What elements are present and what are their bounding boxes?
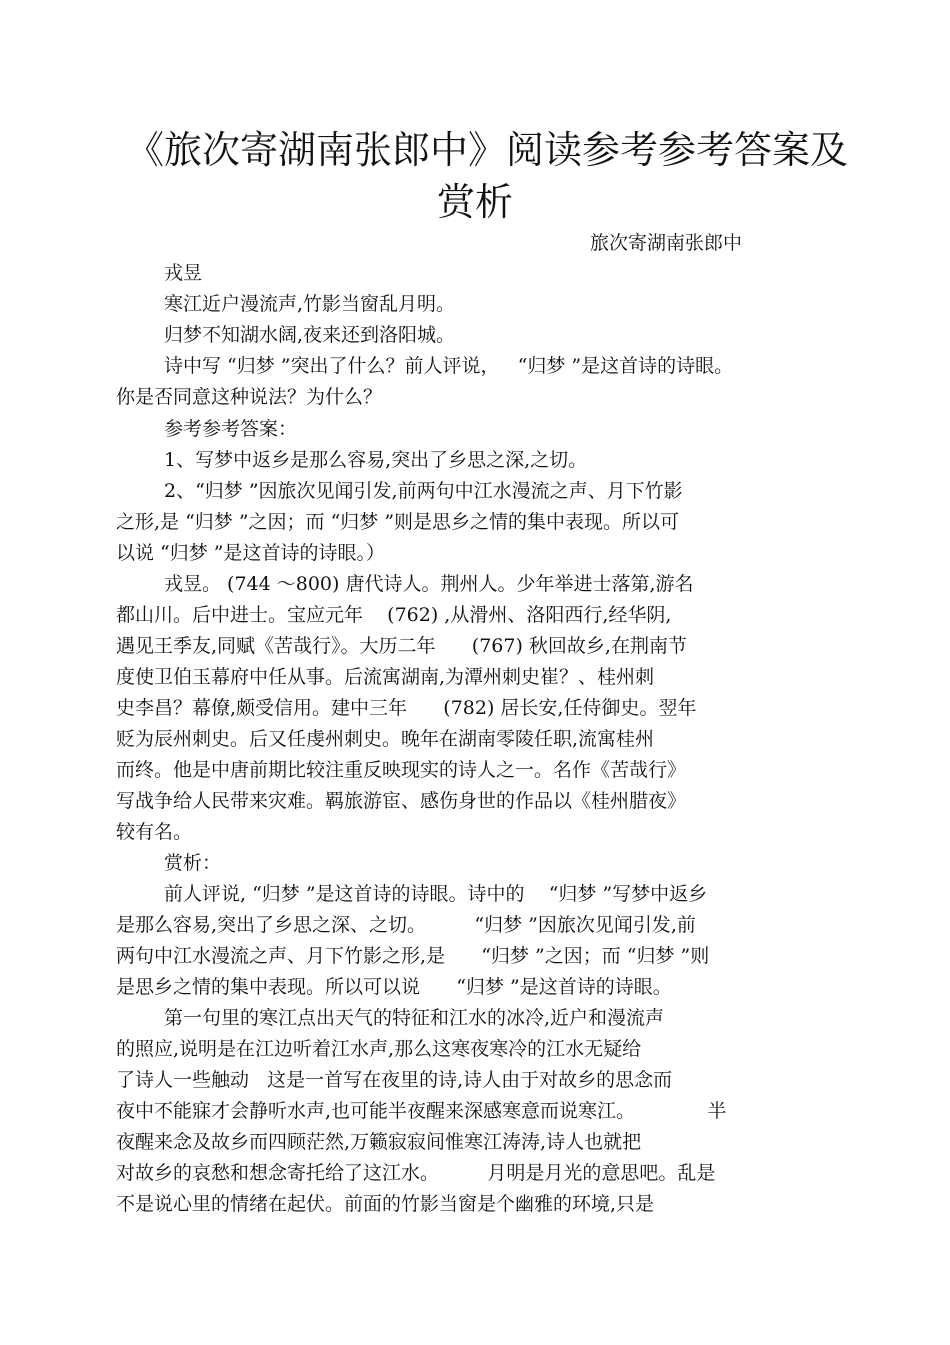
bio-line: 写战争给人民带来灾难。羁旅游宦、感伤身世的作品以《桂州腊夜》 [116, 790, 687, 812]
appreciation-line: 是思乡之情的集中表现。所以可以说 “归梦 ”是这首诗的诗眼。 [116, 976, 672, 998]
bio-line: 贬为辰州刺史。后又任虔州刺史。晚年在湖南零陵任职,流寓桂州 [116, 728, 655, 750]
poet-name: 戎昱 [164, 262, 203, 284]
appreciation-line: 夜醒来念及故乡而四顾茫然,万籁寂寂间惟寒江涛涛,诗人也就把 [116, 1131, 642, 1153]
bio-line: 而终。他是中唐前期比较注重反映现实的诗人之一。名作《苦哉行》 [116, 759, 687, 781]
answer-heading: 参考参考答案： [164, 418, 298, 440]
answer-line: 以说 “归梦 ”是这首诗的诗眼。） [116, 542, 386, 564]
appreciation-line: 前人评说, “归梦 ”是这首诗的诗眼。诗中的 “归梦 ”写梦中返乡 [164, 883, 708, 905]
poem-line: 寒江近户漫流声,竹影当窗乱月明。 [164, 293, 456, 315]
bio-line: 戎昱。 (744 ～800) 唐代诗人。荆州人。少年举进士落第,游名 [164, 573, 694, 595]
poem-title: 旅次寄湖南张郎中 [590, 232, 743, 254]
bio-line: 遇见王季友,同赋《苦哉行》。大历二年 (767) 秋回故乡,在荆南节 [116, 635, 687, 657]
bio-line: 史李昌？幕僚,颇受信用。建中三年 (782) 居长安,任侍御史。翌年 [116, 697, 697, 719]
question-line: 诗中写 “归梦 ”突出了什么？前人评说， “归梦 ”是这首诗的诗眼。 [164, 355, 734, 377]
poem-line: 归梦不知湖水阔,夜来还到洛阳城。 [164, 324, 456, 346]
appreciation-line: 是那么容易,突出了乡思之深、之切。 “归梦 ”因旅次见闻引发,前 [116, 914, 696, 936]
appreciation-line: 了诗人一些触动 这是一首写在夜里的诗,诗人由于对故乡的思念而 [116, 1069, 673, 1091]
appreciation-line: 不是说心里的情绪在起伏。前面的竹影当窗是个幽雅的环境,只是 [116, 1193, 655, 1215]
appreciation-line: 两句中江水漫流之声、月下竹影之形,是 “归梦 ”之因；而 “归梦 ”则 [116, 945, 710, 967]
document-title-line-1: 《旅次寄湖南张郎中》阅读参考参考答案及 [125, 128, 848, 172]
appreciation-heading: 赏析： [164, 852, 222, 874]
appreciation-line: 的照应,说明是在江边听着江水声,那么这寒夜寒冷的江水无疑给 [116, 1038, 642, 1060]
bio-line: 较有名。 [116, 821, 193, 843]
document-title-line-2: 赏析 [436, 180, 513, 224]
answer-line: 2、“归梦 ”因旅次见闻引发,前两句中江水漫流之声、月下竹影 [164, 480, 683, 502]
answer-line: 之形,是 “归梦 ”之因；而 “归梦 ”则是思乡之情的集中表现。所以可 [116, 511, 680, 533]
bio-line: 度使卫伯玉幕府中任从事。后流寓湖南,为潭州刺史崔？、桂州刺 [116, 666, 655, 688]
answer-line: 1、写梦中返乡是那么容易,突出了乡思之深,之切。 [164, 449, 588, 471]
question-line: 你是否同意这种说法？为什么？ [116, 386, 383, 408]
appreciation-line: 夜中不能寐才会静听水声,也可能半夜醒来深感寒意而说寒江。 半 [116, 1100, 727, 1122]
bio-line: 都山川。后中进士。宝应元年 (762) ,从滑州、洛阳西行,经华阴, [116, 604, 672, 626]
appreciation-line: 对故乡的哀愁和想念寄托给了这江水。 月明是月光的意思吧。乱是 [116, 1162, 716, 1184]
appreciation-line: 第一句里的寒江点出天气的特征和江水的冰冷,近户和漫流声 [164, 1007, 665, 1029]
